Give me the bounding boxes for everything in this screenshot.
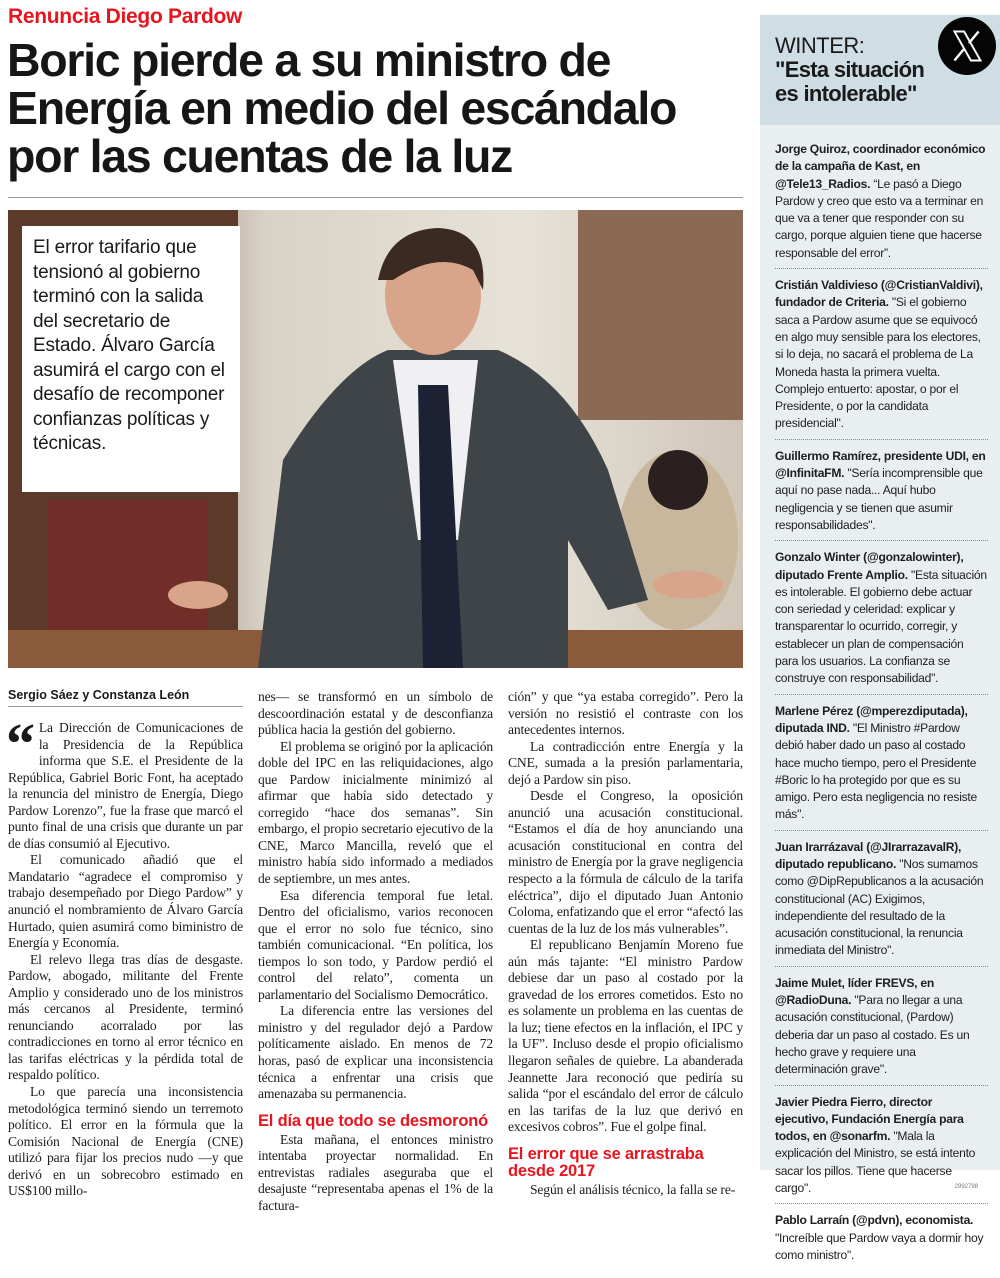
reaction-author: Juan Irarrázaval (@JIrarrazavalR), diputado republicano. xyxy=(775,839,962,871)
headline: Boric pierde a su ministro de Energía en medio del escándalo por las cuentas de la luz xyxy=(7,34,677,182)
paragraph-text: El día que todo se desmoronó xyxy=(258,1111,489,1130)
paragraph-text: Esta mañana, el entonces ministro intentaba proyectar normalidad. En entrevistas radiales aseguraba que el desajuste “representaba apenas el 1% de la factura- xyxy=(258,1131,493,1213)
paragraph xyxy=(508,739,743,789)
photo-caption-box: El error tarifario que tensionó al gobierno terminó con la salida del secretario de Estado. Álvaro García asumirá el cargo con el desafío de recomponer confianzas políticas y técnicas. xyxy=(22,226,240,492)
paragraph xyxy=(258,689,493,739)
quote-mark-icon: “ xyxy=(6,711,35,776)
reaction-author: Pablo Larraín (@pdvn), economista. xyxy=(775,1213,974,1228)
paragraph-text: Según el análisis técnico, la falla se re- xyxy=(530,1181,736,1197)
reaction-author: Gonzalo Winter (@gonzalowinter), diputado Frente Amplio. xyxy=(775,550,964,582)
reaction-author: Guillermo Ramírez, presidente UDI, en @InfinitaFM. xyxy=(775,448,986,481)
paragraph xyxy=(508,689,743,739)
reaction-entry xyxy=(775,1212,988,1270)
paragraph xyxy=(8,952,243,1084)
paragraph-text: Esa diferencia temporal fue letal. Dentro del oficialismo, varios reconocen que el error no solo fue técnico, sino también comunicacional. “En política, los tiempos lo son todo, y Pardow perdió el control del relato”, comenta un parlamentario del Socialismo Democrático. xyxy=(258,887,493,1002)
subheading xyxy=(508,1146,743,1180)
paragraph xyxy=(6,711,243,852)
reaction-quote: “Le pasó a Diego Pardow y creo que esto va a terminar en que va a tener que responder con su cargo, porque alguien tiene que hacerse responsable del error”. xyxy=(775,176,984,260)
paragraph-text: El relevo llega tras días de desgaste. Pardow, abogado, militante del Frente Amplio y considerado uno de los ministros más cercanos al Presidente, terminó renunciando acorralado por las contradicciones en torno al error técnico en las tarifas eléctricas y la pérdida total de respaldo político. xyxy=(8,951,243,1083)
reaction-entry xyxy=(775,549,988,694)
article-column-2 xyxy=(258,689,493,1213)
paragraph-text: nes— se transformó en un símbolo de descoordinación estatal y de desconfianza pública hacia la gestión del gobierno. xyxy=(258,689,493,738)
paragraph xyxy=(508,1182,743,1199)
article-column-3 xyxy=(508,689,743,1197)
subheading xyxy=(258,1113,493,1130)
paragraph-text: Lo que parecía una inconsistencia metodológica terminó siendo un terremoto político. El error en la fórmula que la Comisión Nacional de Energía (CNE) utilizó para fijar los precios nudo —y que derivó en un sobrecobro estimado en US$100 millo- xyxy=(8,1084,243,1199)
paragraph-text: El error que se arrastraba desde 2017 xyxy=(508,1144,704,1180)
reaction-entry xyxy=(775,975,988,1086)
reaction-author: Marlene Pérez (@mperezdiputada), diputada IND. xyxy=(775,703,968,735)
paragraph-text: La diferencia entre las versiones del ministro y del regulador dejó a Pardow políticamente aislado. En menos de 72 horas, pasó de explicar una inconsistencia técnica a enfrentar una crisis que amenazaba su permanencia. xyxy=(258,1003,493,1102)
reaction-entry xyxy=(775,141,988,269)
paragraph-text: El problema se originó por la aplicación doble del IPC en las reliquidaciones, algo que Pardow inicialmente minimizó al afirmar que había sido detectado y corregido “hace dos semanas”. Sin embargo, el propio secretario ejecutivo de la CNE, Marco Mancilla, reveló que el ministro había sido informado a mediados de septiembre, un mes antes. xyxy=(258,738,493,887)
reaction-quote: "El Ministro #Pardow debió haber dado un paso al costado hace mucho tiempo, pero el Presidente #Boric lo ha protegido por que es su amigo. Pero esta negligencia no resiste más". xyxy=(775,720,978,822)
paragraph-text: El comunicado añadió que el Mandatario “agradece el compromiso y trabajo desempeñado por Diego Pardow” y anunció el nombramiento de Álvaro García Hurtado, quien asumirá como biministro de Energía y Economía. xyxy=(8,852,243,951)
reaction-entry xyxy=(775,703,988,831)
x-logo-icon xyxy=(938,17,996,75)
reaction-entry xyxy=(775,839,988,967)
reaction-author: Javier Piedra Fierro, director ejecutivo, Fundación Energía para todos, en @sonarfm. xyxy=(775,1094,964,1144)
reaction-list xyxy=(775,141,988,1278)
section-kicker: Renuncia Diego Pardow xyxy=(8,5,243,28)
paragraph-text: La Dirección de Comunicaciones de la Presidencia de la República informa que S.E. el Presidente de la República, Gabriel Boric Font, ha aceptado la renuncia del ministro de Energía, Diego Pardow Lorenzo”, fue la frase que marcó el punto final de una crisis que durante un par de días consumió al Ejecutivo. xyxy=(8,720,243,851)
reaction-quote: "Nos sumamos como @DipRepublicanos a la acusación constitucional (AC) Exigimos, independiente del resultado de la acusación constitucional, la renuncia inmediata del Ministro". xyxy=(775,856,984,958)
paragraph-text: La contradicción entre Energía y la CNE, sumada a la presión parlamentaria, dejó a Pardow sin piso. xyxy=(508,738,743,787)
reaction-quote: "Mala la explicación del Ministro, se está intento sacar los pillos. Tiene que hacerse cargo". xyxy=(775,1129,976,1196)
reaction-entry xyxy=(775,277,988,440)
reaction-author: Jorge Quiroz, coordinador económico de la campaña de Kast, en @Tele13_Radios. xyxy=(775,142,986,191)
paragraph xyxy=(258,888,493,1004)
paragraph xyxy=(508,937,743,1136)
reaction-quote: "Para no llegar a una acusación constitucional, (Pardow) deberia dar un paso al costado. Es un hecho grave y requiere una determinación grave". xyxy=(775,993,970,1077)
paragraph xyxy=(258,1132,493,1215)
reaction-quote: "Esta situación es intolerable. El gobierno debe actuar con seriedad y celeridad: explicar y transparentar lo ocurrido, corregir, y establecer un plan de compensación para los usuarios. La confianza se construye con responsabilidad". xyxy=(775,567,987,686)
paragraph xyxy=(8,852,243,951)
byline: Sergio Sáez y Constanza León xyxy=(8,688,243,707)
sidebar-header xyxy=(760,15,1000,125)
paragraph-text: Desde el Congreso, la oposición anunció una acusación constitucional. “Estamos el día de hoy anunciando una acusación constitucional en contra del ministro de Energía por la grave negligencia respecto a la fórmula de cálculo de la tarifa eléctrica”, dijo el diputado Juan Antonio Coloma, enfatizando que el error “afectó las cuentas de la luz de los más vulnerables”. xyxy=(508,788,743,936)
paragraph-text: El republicano Benjamín Moreno fue aún más tajante: “El ministro Pardow debiese dar un paso al costado por la gravedad de los errores cometidos. Esto no es solamente un problema en las cuentas de la luz; tiene efectos en la inflación, el IPC y la UF”. Incluso desde el propio oficialismo llegaron señales de quiebre. La abanderada Jeannette Jara reconoció que pediría su salida “por el escándalo del error de cálculo en las tarifas de la luz que derivó en excesivos cobros”. Fue el golpe final. xyxy=(508,937,743,1135)
paragraph xyxy=(258,1003,493,1102)
reaction-author: Cristián Valdivieso (@CristianValdivi), fundador de Criteria. xyxy=(775,278,983,310)
reaction-author: Jaime Mulet, líder FREVS, en @RadioDuna. xyxy=(775,975,934,1008)
reaction-entry xyxy=(775,448,988,541)
sidebar-title: "Esta situación es intolerable" xyxy=(775,57,925,106)
paragraph xyxy=(8,1084,243,1200)
reaction-quote: "Si el gobierno saca a Pardow asume que se equivocó en algo muy sensible para los electores, si lo deja, no sacará el problema de La Moneda hasta la primera vuelta. Complejo entuerto: apostar, o por el Presidente, o por la candidata presidencial". xyxy=(775,295,981,431)
reaction-quote: "Increíble que Pardow vaya a dormir hoy como ministro". xyxy=(775,1230,984,1262)
article-column-1 xyxy=(6,711,243,1199)
paragraph-text: ción” y que “ya estaba corregido”. Pero la versión no resistió el contraste con los antecedentes internos. xyxy=(508,689,743,738)
reaction-quote: "Sería incomprensible que aquí no pase nada... Aquí hubo negligencia y se tienen que asumir responsabilidades". xyxy=(775,466,983,532)
sidebar-kicker: WINTER: xyxy=(775,33,865,58)
divider xyxy=(8,197,743,198)
paragraph xyxy=(508,788,743,937)
page-code: 2992798 xyxy=(954,1184,978,1190)
paragraph xyxy=(258,739,493,888)
